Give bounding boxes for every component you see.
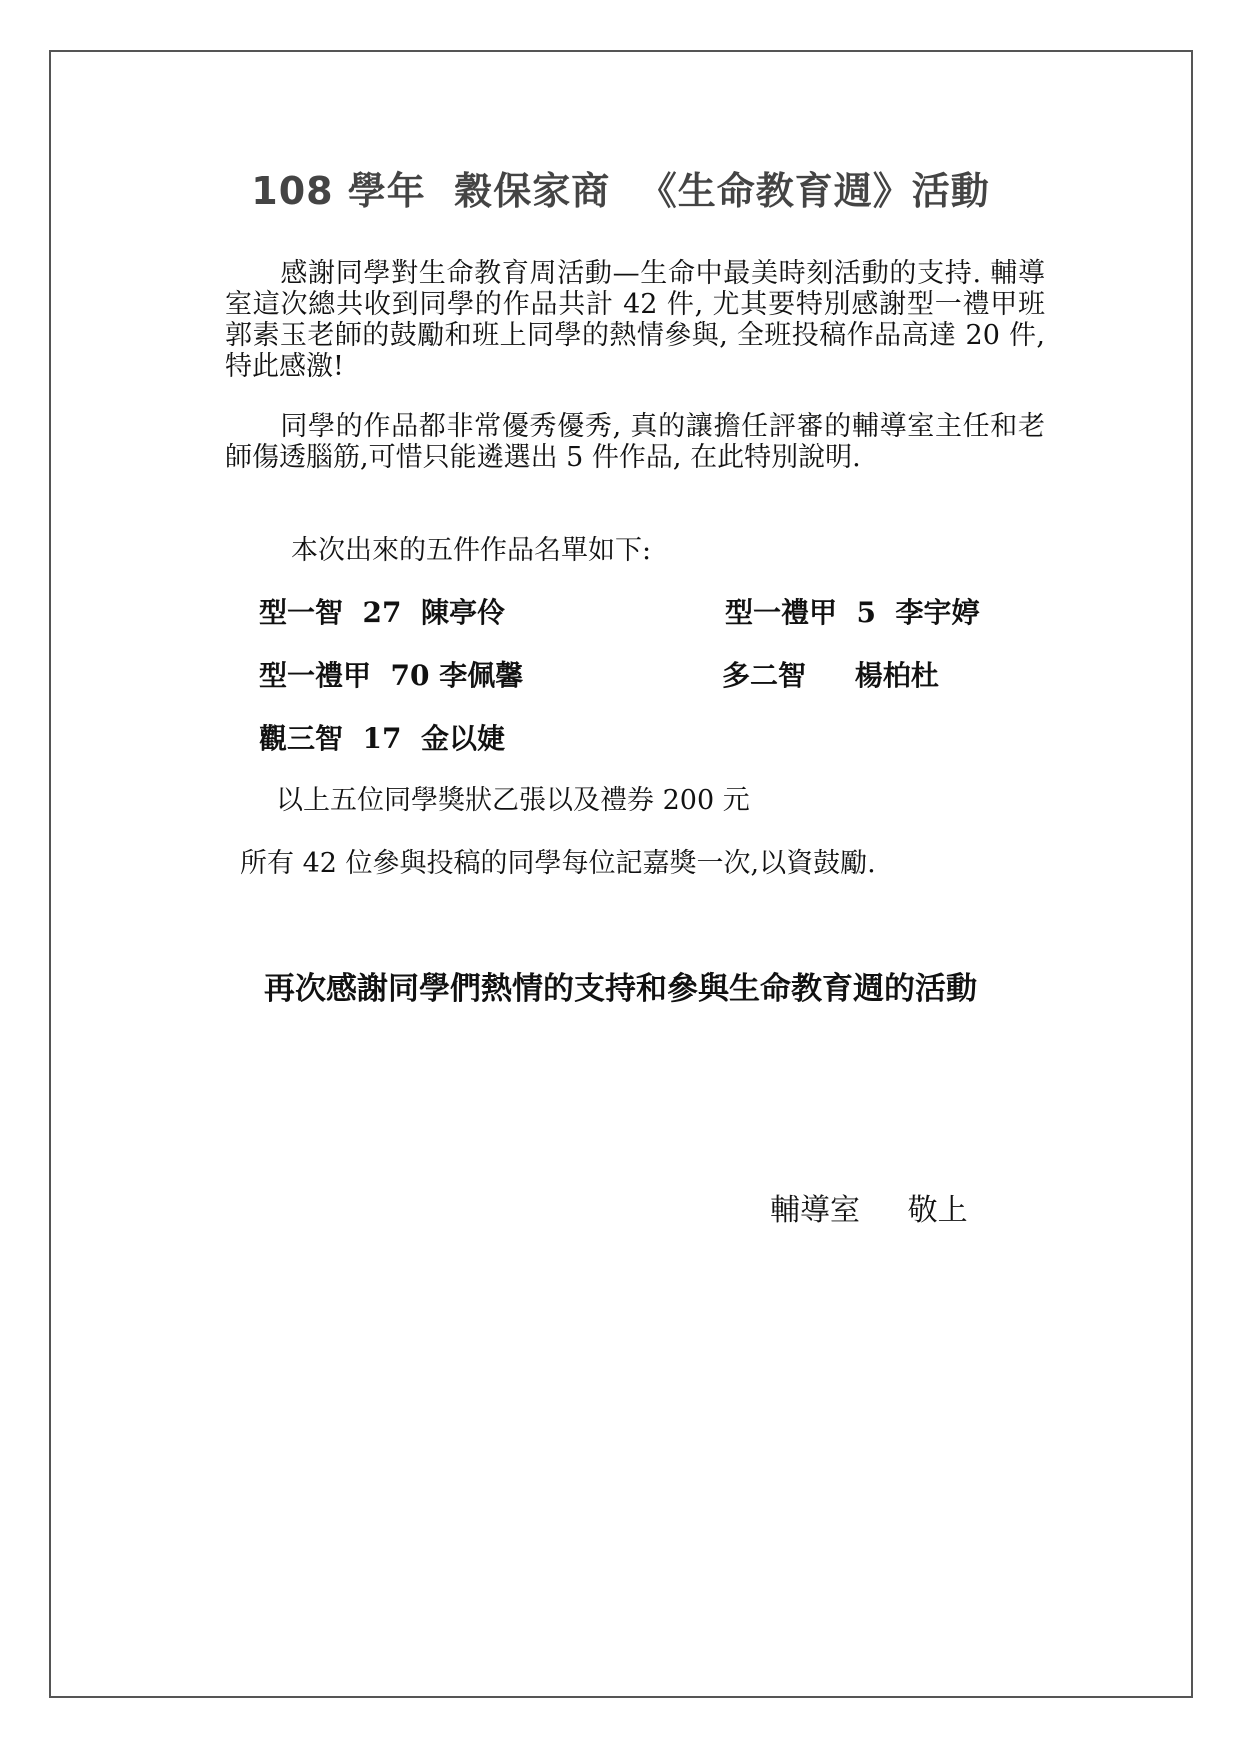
thanks-paragraph: 感謝同學對生命教育周活動—生命中最美時刻活動的支持. 輔導室這次總共收到同學的作品共計 42 件, 尤其要特別感謝型一禮甲班郭素玉老師的鼓勵和班上同學的熱情參與, 全班投稿作品高達 20 件,特此感激! <box>225 258 1045 382</box>
document-title: 108 學年 穀保家商 《生命教育週》活動 <box>251 169 990 213</box>
winner-entry: 型一禮甲 5 李宇婷 <box>725 596 980 629</box>
signature: 輔導室 敬上 <box>770 1193 968 1228</box>
judging-paragraph: 同學的作品都非常優秀優秀, 真的讓擔任評審的輔導室主任和老師傷透腦筋,可惜只能遴選出 5 件作品, 在此特別說明. <box>225 411 1045 473</box>
winner-entry: 觀三智 17 金以婕 <box>259 722 505 755</box>
merit-note: 所有 42 位參與投稿的同學每位記嘉獎一次,以資鼓勵. <box>240 848 876 879</box>
winners-intro: 本次出來的五件作品名單如下: <box>291 535 652 566</box>
winner-entry: 多二智 楊柏杜 <box>722 659 939 692</box>
closing-thanks: 再次感謝同學們熱情的支持和參與生命教育週的活動 <box>264 971 977 1007</box>
winner-entry: 型一禮甲 70 李佩馨 <box>259 659 524 692</box>
prize-note: 以上五位同學獎狀乙張以及禮券 200 元 <box>276 785 750 816</box>
winner-entry: 型一智 27 陳亭伶 <box>259 596 505 629</box>
